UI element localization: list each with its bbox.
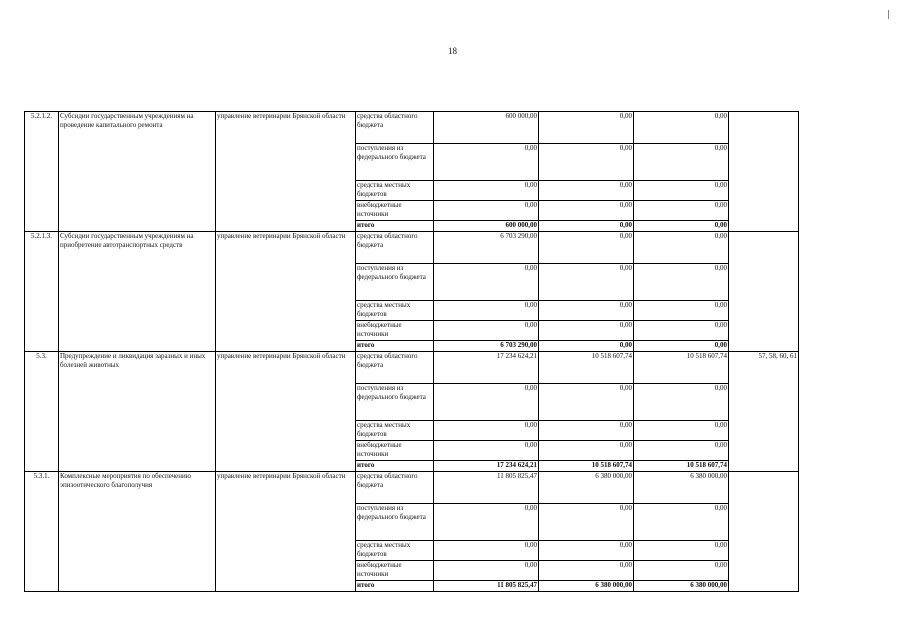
funding-source: средства местных бюджетов [356,421,434,441]
table-row [25,352,799,384]
amount-year-2: 0,00 [539,201,634,221]
item-name: Субсидии государственным учреждениям на проведение капитального ремонта [59,112,216,232]
item-number: 5.2.1.2. [25,112,59,232]
amount-year-1: 0,00 [434,264,539,301]
indicator-refs [729,472,799,592]
amount-year-3: 6 380 000,00 [634,472,729,504]
amount-year-2: 0,00 [539,112,634,144]
amount-year-1: 6 703 290,00 [434,341,539,352]
responsible-executor: управление ветеринарии Брянской области [216,352,356,472]
funding-source: средства областного бюджета [356,352,434,384]
funding-source: средства областного бюджета [356,232,434,264]
amount-year-2: 0,00 [539,144,634,181]
amount-year-2: 0,00 [539,561,634,581]
amount-year-2: 0,00 [539,321,634,341]
funding-source: средства местных бюджетов [356,301,434,321]
amount-year-1: 17 234 624,21 [434,352,539,384]
amount-year-2: 0,00 [539,341,634,352]
funding-source: внебюджетные источники [356,561,434,581]
amount-year-2: 0,00 [539,541,634,561]
amount-year-1: 11 805 825,47 [434,472,539,504]
amount-year-2: 0,00 [539,232,634,264]
amount-year-3: 0,00 [634,541,729,561]
amount-year-3: 0,00 [634,144,729,181]
amount-year-1: 0,00 [434,561,539,581]
item-name: Субсидии государственным учреждениям на приобретение автотранспортных средств [59,232,216,352]
amount-year-3: 10 518 607,74 [634,352,729,384]
amount-year-1: 0,00 [434,384,539,421]
amount-year-3: 6 380 000,00 [634,581,729,592]
funding-source: средства областного бюджета [356,112,434,144]
funding-source: средства местных бюджетов [356,181,434,201]
amount-year-1: 0,00 [434,181,539,201]
amount-year-1: 17 234 624,21 [434,461,539,472]
funding-source: поступления из федерального бюджета [356,264,434,301]
amount-year-2: 0,00 [539,181,634,201]
funding-source: внебюджетные источники [356,441,434,461]
amount-year-3: 0,00 [634,181,729,201]
amount-year-3: 0,00 [634,421,729,441]
amount-year-1: 6 703 290,00 [434,232,539,264]
funding-source: итого [356,581,434,592]
amount-year-2: 0,00 [539,504,634,541]
amount-year-1: 0,00 [434,201,539,221]
funding-source: итого [356,221,434,232]
amount-year-3: 0,00 [634,441,729,461]
amount-year-3: 0,00 [634,232,729,264]
amount-year-3: 0,00 [634,561,729,581]
amount-year-2: 0,00 [539,221,634,232]
amount-year-2: 0,00 [539,264,634,301]
responsible-executor: управление ветеринарии Брянской области [216,472,356,592]
item-number: 5.3. [25,352,59,472]
amount-year-2: 10 518 607,74 [539,461,634,472]
amount-year-1: 0,00 [434,321,539,341]
amount-year-1: 0,00 [434,301,539,321]
amount-year-3: 0,00 [634,321,729,341]
page-edge-mark [888,10,889,19]
amount-year-2: 6 380 000,00 [539,581,634,592]
amount-year-3: 0,00 [634,201,729,221]
indicator-refs [729,232,799,352]
amount-year-1: 11 805 825,47 [434,581,539,592]
responsible-executor: управление ветеринарии Брянской области [216,232,356,352]
amount-year-1: 0,00 [434,504,539,541]
table-row [25,232,799,264]
page-number: 18 [448,46,457,56]
amount-year-1: 0,00 [434,441,539,461]
amount-year-3: 0,00 [634,301,729,321]
table-row [25,472,799,504]
funding-source: поступления из федерального бюджета [356,384,434,421]
indicator-refs: 57, 58, 60, 61 [729,352,799,472]
funding-source: поступления из федерального бюджета [356,504,434,541]
amount-year-3: 10 518 607,74 [634,461,729,472]
indicator-refs [729,112,799,232]
amount-year-3: 0,00 [634,384,729,421]
amount-year-2: 6 380 000,00 [539,472,634,504]
item-name: Предупреждение и ликвидация заразных и иных болезней животных [59,352,216,472]
item-name: Комплексные мероприятия по обеспечению эпизоотического благополучия [59,472,216,592]
funding-source: поступления из федерального бюджета [356,144,434,181]
funding-source: средства областного бюджета [356,472,434,504]
amount-year-2: 0,00 [539,384,634,421]
amount-year-1: 600 000,00 [434,221,539,232]
funding-source: итого [356,341,434,352]
funding-source: итого [356,461,434,472]
amount-year-3: 0,00 [634,221,729,232]
item-number: 5.3.1. [25,472,59,592]
amount-year-3: 0,00 [634,504,729,541]
amount-year-1: 0,00 [434,144,539,181]
table-row [25,112,799,144]
amount-year-2: 10 518 607,74 [539,352,634,384]
amount-year-3: 0,00 [634,264,729,301]
amount-year-3: 0,00 [634,112,729,144]
amount-year-2: 0,00 [539,301,634,321]
amount-year-1: 0,00 [434,421,539,441]
budget-table [24,111,799,592]
amount-year-1: 0,00 [434,541,539,561]
amount-year-1: 600 000,00 [434,112,539,144]
amount-year-2: 0,00 [539,421,634,441]
responsible-executor: управление ветеринарии Брянской области [216,112,356,232]
amount-year-2: 0,00 [539,441,634,461]
item-number: 5.2.1.3. [25,232,59,352]
amount-year-3: 0,00 [634,341,729,352]
funding-source: внебюджетные источники [356,321,434,341]
funding-source: внебюджетные источники [356,201,434,221]
funding-source: средства местных бюджетов [356,541,434,561]
